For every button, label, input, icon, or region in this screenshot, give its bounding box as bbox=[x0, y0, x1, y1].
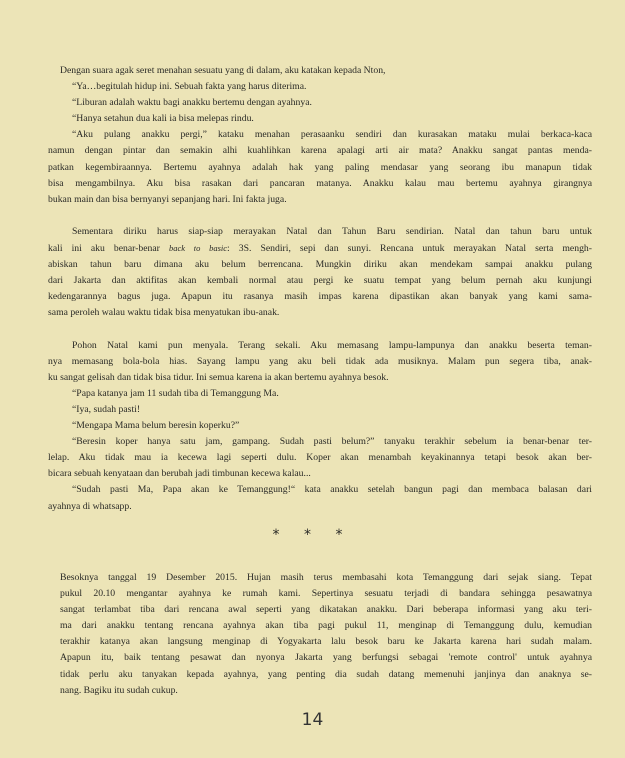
dialogue-line bbox=[60, 79, 592, 95]
line: sangat terlambat tiba dari rencana awal seperti yang dikatakan anakku. Dari beberapa informasi yang aku teri- bbox=[60, 604, 592, 616]
line: dari Jakarta dan aktifitas akan kembali normal atau pergi ke suatu tempat yang belum pernah aku kunjungi bbox=[48, 275, 592, 287]
paragraph bbox=[48, 482, 592, 514]
dialogue-line bbox=[60, 402, 592, 418]
paragraph bbox=[48, 224, 592, 322]
paragraph bbox=[48, 127, 592, 207]
page-number: 14 bbox=[301, 710, 324, 730]
line: Pohon Natal kami pun menyala. Terang sekali. Aku memasang lampu-lampunya dan anakku beserta teman- bbox=[72, 339, 592, 351]
line: Dengan suara agak seret menahan sesuatu yang di dalam, aku katakan kepada Nton, bbox=[60, 65, 386, 76]
line: “Papa katanya jam 11 sudah tiba di Temanggung Ma. bbox=[72, 387, 279, 399]
line: “Aku pulang anakku pergi,” kataku menahan perasaanku sendiri dan kurasakan mataku mulai berkaca-kaca bbox=[72, 129, 592, 141]
line: “Liburan adalah waktu bagi anakku bertemu dengan ayahnya. bbox=[72, 97, 312, 109]
line: pukul 20.10 mengantar ayahnya ke rumah kami. Sepertinya sesuatu terjadi di bandara sehingga pesawatnya bbox=[60, 588, 592, 600]
italic-phrase: back to basic bbox=[168, 243, 228, 254]
line: lelap. Aku tidak mau ia kecewa lagi seperti dulu. Koper akan menambah keyakinannya tetapi besok akan ber- bbox=[48, 452, 592, 464]
line: tidak perlu aku tanyakan kepada ayahnya, yang penting dia sudah datang memenuhi janjinya dan anaknya se- bbox=[60, 668, 592, 680]
dialogue-line bbox=[60, 95, 592, 111]
line: terakhir katanya akan langsung menginap di Yogyakarta lalu besok baru ke Jakarta karena hari sudah malam. bbox=[60, 636, 592, 648]
line: abiskan tahun baru dimana aku belum berrencana. Mungkin diriku akan mendekam sampai anakku pulang bbox=[48, 259, 592, 271]
section-separator: * * * bbox=[272, 527, 353, 543]
line: ku sangat gelisah dan tidak bisa tidur. Ini semua karena ia akan bertemu ayahnya besok. bbox=[48, 371, 389, 383]
line: nang. Bagiku itu sudah cukup. bbox=[60, 684, 178, 696]
line: kedengarannya bagus juga. Apapun itu rasanya masih impas karena dipastikan akan banyak yang kami sama- bbox=[48, 291, 592, 303]
line: Besoknya tanggal 19 Desember 2015. Hujan masih terus membasahi kota Temanggung dari sejak siang. Tepat bbox=[60, 572, 592, 583]
line: kali ini aku benar-benar back to basic: 3S. Sendiri, sepi dan sunyi. Rencana untuk merayakan Natal serta mengh- bbox=[48, 243, 592, 255]
line: bisa mengambilnya. Aku bisa rasakan dari pancaran matanya. Anakku kalau mau bertemu ayahnya girangnya bbox=[48, 177, 592, 189]
paragraph bbox=[60, 570, 592, 699]
paragraph-intro bbox=[60, 63, 592, 79]
line: patkan kegembiraannya. Bertemu ayahnya adalah hak yang paling mendasar yang seorang ibu manapun tidak bbox=[48, 161, 592, 173]
line: “Iya, sudah pasti! bbox=[72, 403, 141, 415]
body-text-bottom bbox=[60, 570, 592, 699]
line: Sementara diriku harus siap-siap merayakan Natal dan Tahun Baru sendirian. Natal dan tahun baru untuk bbox=[72, 225, 592, 237]
line: nya memasang bola-bola hias. Sayang lampu yang aku beli tidak ada musiknya. Malam pun segera tiba, anak- bbox=[48, 355, 592, 367]
line: bicara sebuah kenyataan dan berubah jadi timbunan kecewa kalau... bbox=[48, 468, 311, 480]
paragraph bbox=[48, 434, 592, 482]
line: bukan main dan bisa bernyanyi sepanjang hari. Ini fakta juga. bbox=[48, 193, 287, 205]
line: namun dengan pintar dan semakin alhi kuahlihkan karena apalagi arti air mata? Anakku sangat pantas menda- bbox=[48, 145, 592, 157]
line: “Beresin koper hanya satu jam, gampang. Sudah pasti belum?” tanyaku terakhir sebelum ia benar-benar ter- bbox=[72, 436, 592, 448]
line: “Sudah pasti Ma, Papa akan ke Temanggung!“ kata anakku setelah bangun pagi dan membaca balasan dari bbox=[72, 484, 592, 496]
line: “Mengapa Mama belum beresin koperku?” bbox=[72, 420, 240, 432]
line: “Hanya setahun dua kali ia bisa melepas rindu. bbox=[72, 113, 254, 125]
dialogue-line bbox=[60, 111, 592, 127]
line: sama peroleh walau waktu tidak bisa menyatukan ibu-anak. bbox=[48, 307, 280, 319]
paragraph bbox=[48, 338, 592, 386]
dialogue-line bbox=[60, 418, 592, 434]
line: “Ya…begitulah hidup ini. Sebuah fakta yang harus diterima. bbox=[72, 81, 307, 93]
line: Apapun itu, baik tentang pesawat dan nyonya Jakarta yang berfungsi sebagai 'remote control' untuk ayahnya bbox=[60, 652, 592, 664]
body-text-top bbox=[48, 63, 592, 515]
line: ayahnya di whatsapp. bbox=[48, 500, 132, 512]
dialogue-line bbox=[60, 386, 592, 402]
line: ma dari anakku tentang rencana ayahnya akan tiba pagi pukul 11, menginap di Temanggung dulu, kemudian bbox=[60, 620, 592, 632]
